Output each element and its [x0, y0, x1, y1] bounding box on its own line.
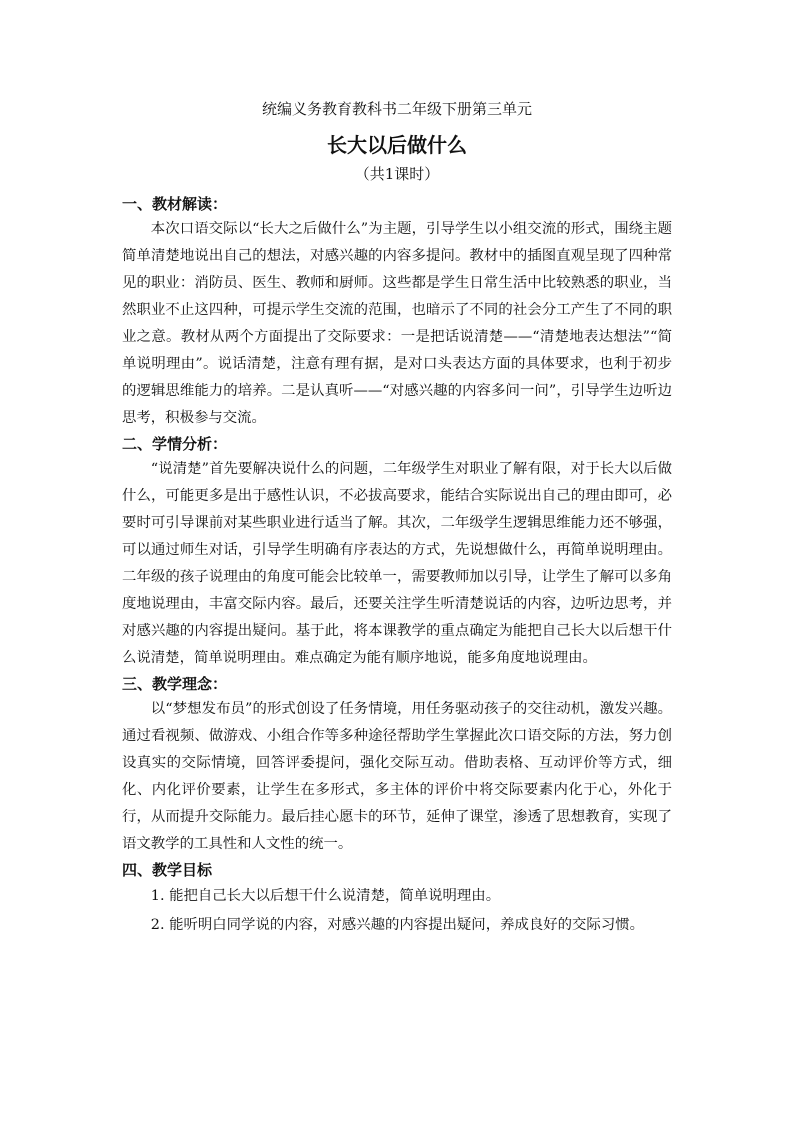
section-heading-teaching-goals: 四、教学目标: [122, 861, 213, 879]
section-paragraph-textbook: 本次口语交际以“长大之后做什么”为主题，引导学生以小组交流的形式，围绕主题简单清楚地说出自己的想法，对感兴趣的内容多提问。教材中的插图直观呈现了四种常见的职业：消防员、医生、教师和厨师。这些都是学生日常生活中比较熟悉的职业，当然职业不止这四种，可提示学生交流的范围，也暗示了不同的社会分工产生了不同的职业之意。教材从两个方面提出了交际要求：一是把话说清楚——“清楚地表达想法”“简单说明理由”。说话清楚，注意有理有据，是对口头表达方面的具体要求，也利于初步的逻辑思维能力的培养。二是认真听——“对感兴趣的内容多问一问”，引导学生边听边思考，积极参与交流。: [122, 221, 672, 426]
teaching-goal-item: 1. 能把自己长大以后想干什么说清楚，简单说明理由。: [150, 888, 501, 904]
document-title: 长大以后做什么: [327, 133, 467, 157]
section-heading-teaching-philosophy: 三、教学理念：: [122, 675, 228, 693]
section-paragraph-student-analysis: “说清楚”首先要解决说什么的问题，二年级学生对职业了解有限，对于长大以后做什么，可能更多是出于感性认识，不必拔高要求，能结合实际说出自己的理由即可，必要时可引导课前对某些职业进行适当了解。其次，二年级学生逻辑思维能力还不够强，可以通过师生对话，引导学生明确有序表达的方式，先说想做什么，再简单说明理由。二年级的孩子说理由的角度可能会比较单一，需要教师加以引导，让学生了解可以多角度地说理由，丰富交际内容。最后，还要关注学生听清楚说话的内容，边听边思考，并对感兴趣的内容提出疑问。基于此，将本课教学的重点确定为能把自己长大以后想干什么说清楚，简单说明理由。难点确定为能有顺序地说，能多角度地说理由。: [122, 461, 672, 666]
document-subtitle: （共1课时）: [354, 165, 440, 183]
section-paragraph-teaching-philosophy: 以“梦想发布员”的形式创设了任务情境，用任务驱动孩子的交往动机，激发兴趣。通过看视频、做游戏、小组合作等多种途径帮助学生掌握此次口语交际的方法，努力创设真实的交际情境，回答评委提问，强化交际互动。借助表格、互动评价等方式，细化、内化评价要素，让学生在多形式，多主体的评价中将交际要素内化于心，外化于行，从而提升交际能力。最后挂心愿卡的环节，延伸了课堂，渗透了思想教育，实现了语文教学的工具性和人文性的统一。: [122, 701, 672, 852]
document-header: 统编义务教育教科书二年级下册第三单元: [261, 100, 532, 118]
section-heading-textbook: 一、教材解读：: [122, 195, 228, 213]
teaching-goal-item: 2. 能听明白同学说的内容，对感兴趣的内容提出疑问，养成良好的交际习惯。: [150, 917, 644, 933]
section-heading-student-analysis: 二、学情分析：: [122, 435, 228, 453]
